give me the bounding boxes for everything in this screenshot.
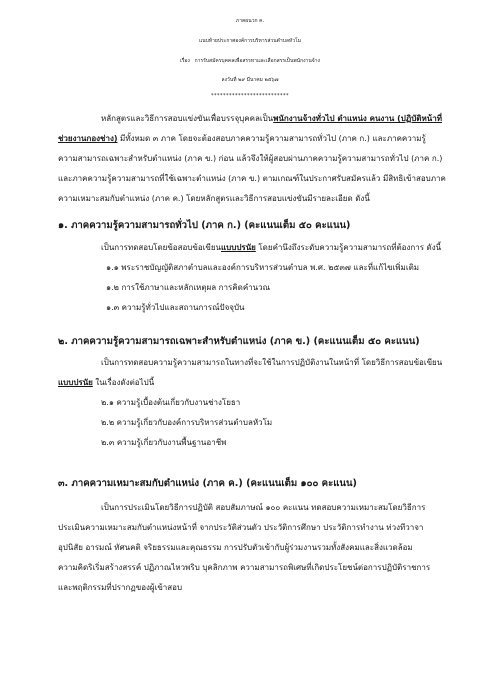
section-2-title: ๒. ภาคความรู้ความสามารถเฉพาะสำหรับตำแหน่ง (ภาค ข.) (คะแนนเต็ม ๕๐ คะแนน): [58, 336, 420, 347]
position-dept: ช่วยงานกองช่าง): [58, 134, 118, 143]
section-1-desc: [101, 242, 441, 253]
intro-text: มีทั้งหมด ๓ ภาค โดยจะต้องสอบภาคความรู้ความสามารถทั่วไป (ภาค ก.) และภาคความรู้: [117, 134, 426, 143]
section-3-title: ๓. ภาคความเหมาะสมกับตำแหน่ง (ภาค ค.) (คะแนนเต็ม ๑๐๐ คะแนน): [58, 478, 357, 489]
section-text: โดยคำนึงถึงระดับความรู้ความสามารถที่ต้องการ ดังนี้: [255, 243, 442, 252]
section-3-line-4: ความคิดริเริ่มสร้างสรรค์ ปฏิภาณไหวพริบ บุคลิกภาพ ความสามารถพิเศษที่เกิดประโยชน์ต่อการปฏิบัติราชการ: [58, 563, 431, 572]
section-text: ในเรื่องดังต่อไปนี้: [92, 378, 155, 387]
date-line: ลงวันที่ ๒๙ มีนาคม ๒๕๖๗: [221, 77, 279, 83]
section-3-line-5: และพฤติกรรมที่ปรากฏของผู้เข้าสอบ: [58, 583, 183, 592]
intro-line-4: และภาคความรู้ความสามารถที่ใช้เฉพาะตำแหน่ง (ภาค ข.) ตามเกณฑ์ในประกาศรับสมัครแล้ว มีสิทธิเข้าสอบภาค: [58, 174, 446, 183]
section-1-item: ๑.๓ ความรู้ทั่วไปและสถานการณ์ปัจจุบัน: [106, 303, 245, 312]
attachment-line: แนบท้ายประกาศองค์การบริหารส่วนตำบลหัวโม: [198, 38, 301, 44]
section-1-title: ๑. ภาคความรู้ความสามารถทั่วไป (ภาค ก.) (คะแนนเต็ม ๕๐ คะแนน): [58, 220, 351, 231]
section-2-desc-1: เป็นการทดสอบความรู้ความสามารถในทางที่จะใช้ในการปฏิบัติงานในหน้าที่ โดยวิธีการสอบข้อเขียน: [101, 358, 443, 367]
section-2-item: ๒.๒ ความรู้เกี่ยวกับองค์การบริหารส่วนตำบลหัวโม: [101, 418, 273, 427]
star-divider: **************************: [211, 93, 289, 99]
section-2-item: ๒.๓ ความรู้เกี่ยวกับงานพื้นฐานอาชีพ: [101, 438, 227, 447]
subject-line: [0, 57, 500, 65]
subject-text: การรับสมัครบุคคลเพื่อสรรหาและเลือกสรรเป็นพนักงานจ้าง: [194, 58, 320, 64]
exam-type: แบบปรนัย: [58, 378, 93, 387]
intro-text: หลักสูตรและวิธีการสอบแข่งขันเพื่อบรรจุบุคคลเป็น: [101, 114, 274, 123]
appendix-heading: ภาคผนวก ค.: [235, 18, 265, 24]
intro-line-3: ความสามารถเฉพาะสำหรับตำแหน่ง (ภาค ข.) ก่อน แล้วจึงให้ผู้สอบผ่านภาคความรู้ความสามารถทั่วไป (ภาค ก.): [58, 154, 443, 163]
section-1-item: ๑.๒ การใช้ภาษาและหลักเหตุผล การคิดคำนวณ: [106, 283, 271, 292]
section-2-desc-2: [58, 377, 154, 388]
section-1-item: ๑.๑ พระราชบัญญัติสภาตำบลและองค์การบริหารส่วนตำบล พ.ศ. ๒๕๓๗ และที่แก้ไขเพิ่มเติม: [106, 263, 420, 272]
exam-type: แบบปรนัย: [221, 243, 256, 252]
section-3-line-1: เป็นการประเมินโดยวิธีการปฏิบัติ สอบสัมภาษณ์ ๑๐๐ คะแนน ทดสอบความเหมาะสมโดยวิธีการ: [101, 503, 426, 512]
intro-line-1: [101, 113, 442, 124]
position-title: พนักงานจ้างทั่วไป ตำแหน่ง คนงาน (ปฏิบัติหน้าที่: [273, 114, 442, 123]
subject-label: เรื่อง: [180, 58, 190, 64]
section-3-line-3: อุปนิสัย อารมณ์ ทัศนคติ จริยธรรมและคุณธรรม การปรับตัวเข้ากับผู้ร่วมงานรวมทั้งสังคมและสิ่งแวดล้อม: [58, 543, 413, 552]
section-text: เป็นการทดสอบโดยข้อสอบข้อเขียน: [101, 243, 221, 252]
section-3-line-2: ประเมินความเหมาะสมกับตำแหน่งหน้าที่ จากประวัติส่วนตัว ประวัติการศึกษา ประวัติการทำงาน ท่วงทีวาจา: [58, 523, 424, 532]
section-2-item: ๒.๑ ความรู้เบื้องต้นเกี่ยวกับงานช่างโยธา: [101, 398, 241, 407]
intro-line-5: ความเหมาะสมกับตำแหน่ง (ภาค ค.) โดยหลักสูตรและวิธีการสอบแข่งขันมีรายละเอียด ดังนี้: [58, 194, 370, 203]
intro-line-2: [58, 133, 426, 144]
